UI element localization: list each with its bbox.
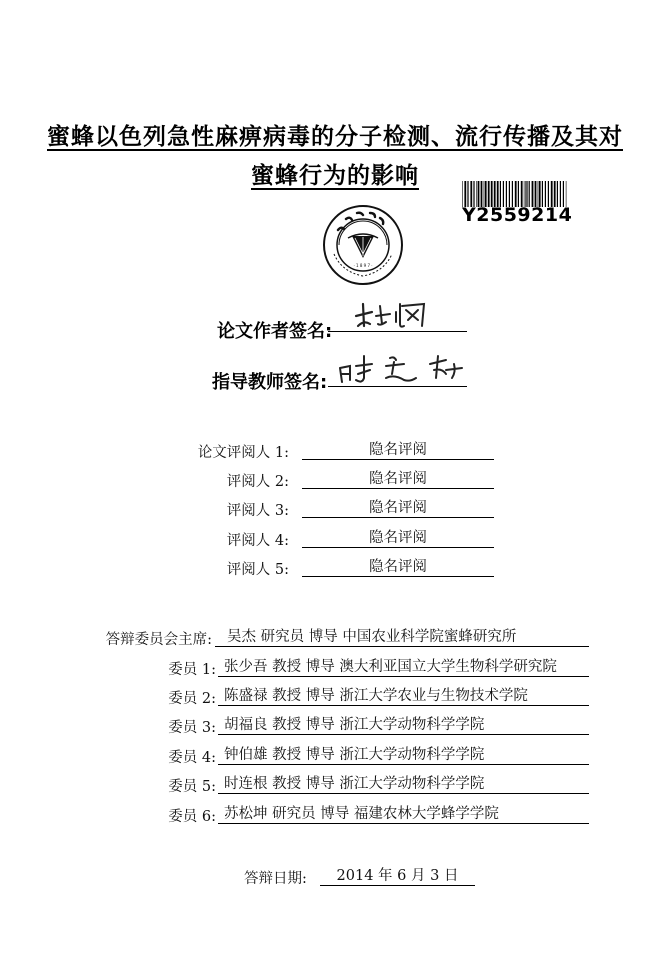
committee-member-value: 苏松坤 研究员 博导 福建农林大学蜂学学院: [218, 805, 589, 824]
university-seal-logo: [322, 204, 404, 286]
reviewer-label: 评阅人 5:: [226, 562, 289, 578]
committee-member-label: 委员 3:: [168, 720, 216, 736]
author-signature-label: 论文作者签名:: [217, 321, 333, 342]
svg-text:· 1 8 9 7 ·: · 1 8 9 7 ·: [353, 263, 373, 268]
reviewer-label: 评阅人 4:: [226, 533, 289, 549]
committee-member-label: 委员 6:: [168, 809, 216, 825]
committee-member-value: 陈盛禄 教授 博导 浙江大学农业与生物技术学院: [218, 687, 589, 706]
barcode-number: Y2559214: [462, 204, 573, 226]
reviewer-value: 隐名评阅: [302, 499, 494, 518]
committee-member-label: 委员 5:: [168, 779, 216, 795]
defense-date-value: 2014 年 6 月 3 日: [320, 867, 475, 886]
thesis-title-line-1: 蜜蜂以色列急性麻痹病毒的分子检测、流行传播及其对: [47, 124, 623, 150]
committee-member-label: 委员 1:: [168, 662, 216, 678]
defense-date-label: 答辩日期:: [244, 871, 307, 887]
committee-member-value: 胡福良 教授 博导 浙江大学动物科学学院: [218, 716, 589, 735]
committee-member-value: 钟伯雄 教授 博导 浙江大学动物科学学院: [218, 746, 589, 765]
barcode: [462, 181, 572, 225]
reviewer-label: 评阅人 2:: [226, 474, 289, 490]
reviewer-label: 评阅人 3:: [226, 503, 289, 519]
reviewer-value: 隐名评阅: [302, 558, 494, 577]
committee-member-value: 时连根 教授 博导 浙江大学动物科学学院: [218, 775, 589, 794]
reviewer-label: 论文评阅人 1:: [197, 445, 289, 461]
committee-member-label: 委员 2:: [168, 691, 216, 707]
advisor-signature-label: 指导教师签名:: [212, 372, 328, 393]
committee-chair-value: 吴杰 研究员 博导 中国农业科学院蜜蜂研究所: [215, 628, 589, 647]
author-handwritten-signature: [352, 292, 432, 336]
committee-member-label: 委员 4:: [168, 750, 216, 766]
reviewer-value: 隐名评阅: [302, 529, 494, 548]
committee-member-value: 张少吾 教授 博导 澳大利亚国立大学生物科学研究院: [218, 658, 589, 677]
thesis-title-line-2: 蜜蜂行为的影响: [251, 163, 419, 189]
advisor-handwritten-signature: [334, 348, 474, 388]
committee-chair-label: 答辩委员会主席:: [105, 632, 212, 648]
reviewer-value: 隐名评阅: [302, 470, 494, 489]
reviewer-value: 隐名评阅: [302, 441, 494, 460]
